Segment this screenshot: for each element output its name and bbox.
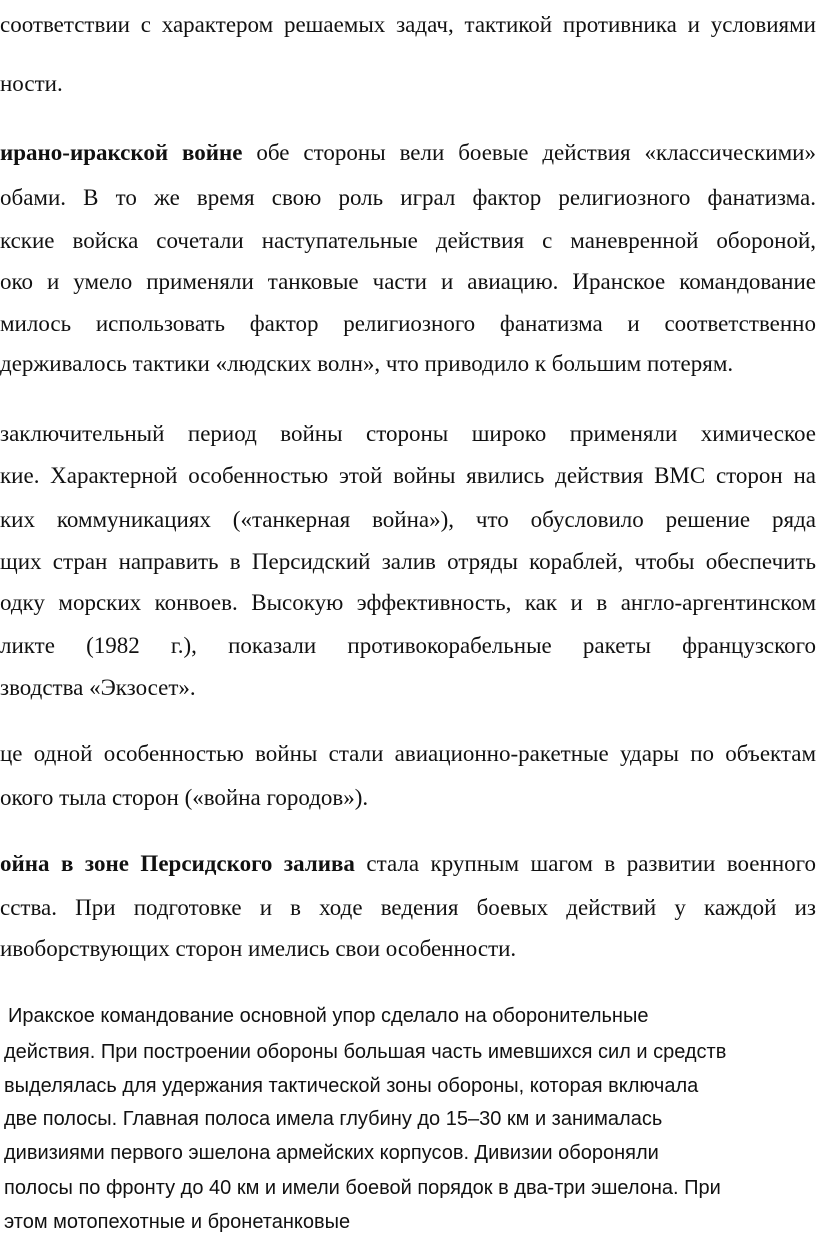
text-line	[0, 141, 816, 164]
bold-term: ойна в зоне Персидского залива	[0, 851, 355, 876]
text-line: одку морских конвоев. Высокую эффективность, как и в англо-аргентинском	[0, 590, 816, 615]
text-line: Иракское командование основной упор сделало на оборонительные	[8, 1005, 649, 1027]
text-line	[0, 852, 816, 875]
text-line: соответствии с характером решаемых задач, тактикой противника и условиями	[0, 12, 816, 37]
text-line: дивизиями первого эшелона армейских корпусов. Дивизии обороняли	[4, 1142, 659, 1164]
text-line: зводства «Экзосет».	[0, 675, 196, 700]
text-line: ликте (1982 г.), показали противокорабельные ракеты французского	[0, 633, 816, 658]
text-line: окого тыла сторон («война городов»).	[0, 785, 369, 810]
text-line: милось использовать фактор религиозного фанатизма и соответственно	[0, 311, 816, 336]
text-line: ивоборствующих сторон имелись свои особенности.	[0, 936, 517, 961]
text-line: выделялась для удержания тактической зоны обороны, которая включала	[4, 1075, 699, 1097]
bold-term: ирано-иракской войне	[0, 140, 243, 165]
text-line: ких коммуникациях («танкерная война»), что обусловило решение ряда	[0, 507, 816, 532]
text-line: полосы по фронту до 40 км и имели боевой порядок в два-три эшелона. При	[4, 1177, 721, 1199]
text-line: щих стран направить в Персидский залив отряды кораблей, чтобы обеспечить	[0, 549, 816, 574]
text-line: две полосы. Главная полоса имела глубину до 15–30 км и занималась	[4, 1108, 663, 1130]
text-span: обе стороны вели боевые действия «классическими»	[242, 140, 816, 165]
text-line: действия. При построении обороны большая часть имевшихся сил и средств	[4, 1041, 727, 1063]
text-line: обами. В то же время свою роль играл фактор религиозного фанатизма.	[0, 185, 816, 210]
text-line: заключительный период войны стороны широко применяли химическое	[0, 421, 816, 446]
text-line: этом мотопехотные и бронетанковые	[4, 1211, 351, 1233]
text-line: це одной особенностью войны стали авиационно-ракетные удары по объектам	[0, 741, 816, 766]
text-line: ности.	[0, 71, 63, 96]
text-line: кские войска сочетали наступательные действия с маневренной обороной,	[0, 228, 816, 253]
text-line: держивалось тактики «людских волн», что приводило к большим потерям.	[0, 351, 734, 376]
text-line: кие. Характерной особенностью этой войны явились действия ВМС сторон на	[0, 463, 816, 488]
text-line: око и умело применяли танковые части и авиацию. Иранское командование	[0, 269, 816, 294]
text-span: стала крупным шагом в развитии военного	[354, 851, 816, 876]
text-line: сства. При подготовке и в ходе ведения боевых действий у каждой из	[0, 895, 816, 920]
